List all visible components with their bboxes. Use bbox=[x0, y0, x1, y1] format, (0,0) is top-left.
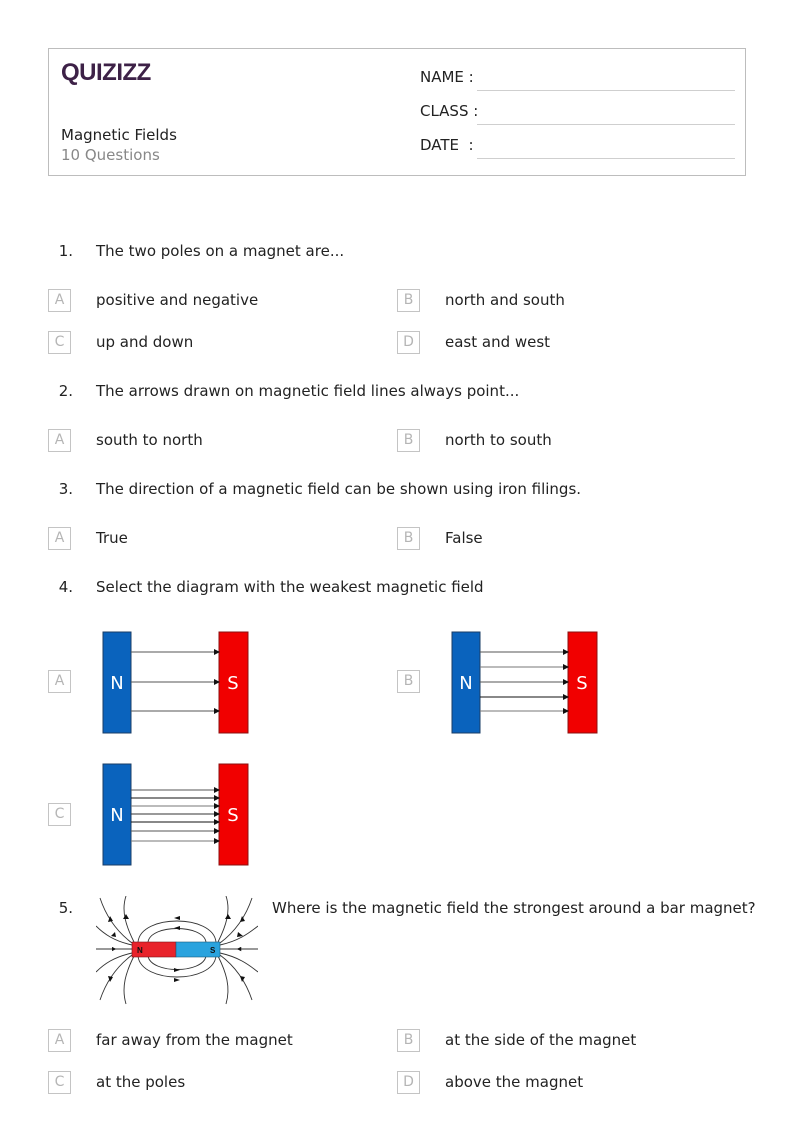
south-label: S bbox=[227, 805, 239, 826]
question-text: Select the diagram with the weakest magnetic field bbox=[96, 578, 484, 596]
option-letter-box[interactable]: D bbox=[397, 1071, 420, 1094]
option-letter-box[interactable]: B bbox=[397, 429, 420, 452]
option-letter-box[interactable]: C bbox=[48, 803, 71, 826]
date-label: DATE : bbox=[420, 136, 474, 154]
south-label: S bbox=[227, 673, 239, 694]
date-field[interactable] bbox=[420, 136, 735, 160]
north-label: N bbox=[110, 805, 124, 826]
question-number: 2. bbox=[58, 382, 73, 400]
option-text[interactable]: above the magnet bbox=[445, 1073, 584, 1091]
class-field[interactable] bbox=[420, 102, 735, 126]
question-text: The direction of a magnetic field can be shown using iron filings. bbox=[96, 480, 582, 498]
question-text: The two poles on a magnet are... bbox=[96, 242, 345, 260]
question-number: 5. bbox=[58, 899, 73, 917]
south-label: S bbox=[210, 946, 216, 955]
question-text: Where is the magnetic field the strongest around a bar magnet? bbox=[272, 899, 756, 917]
north-label: N bbox=[137, 946, 143, 955]
question-number: 4. bbox=[58, 578, 73, 596]
name-line[interactable] bbox=[477, 90, 735, 91]
bar-magnets-5-field-lines-image[interactable] bbox=[451, 631, 601, 735]
option-letter-box[interactable]: C bbox=[48, 1071, 71, 1094]
option-letter-box[interactable]: B bbox=[397, 670, 420, 693]
question-text: The arrows drawn on magnetic field lines always point... bbox=[96, 382, 520, 400]
option-text[interactable]: False bbox=[445, 529, 483, 547]
name-label: NAME : bbox=[420, 68, 474, 86]
option-text[interactable]: True bbox=[96, 529, 128, 547]
quizizz-logo: QUIZIZZ bbox=[61, 59, 151, 86]
option-letter-box[interactable]: A bbox=[48, 1029, 71, 1052]
question-number: 1. bbox=[58, 242, 73, 260]
option-text[interactable]: south to north bbox=[96, 431, 203, 449]
worksheet-header bbox=[48, 48, 746, 176]
option-letter-box[interactable]: B bbox=[397, 527, 420, 550]
option-text[interactable]: east and west bbox=[445, 333, 551, 351]
option-text[interactable]: positive and negative bbox=[96, 291, 259, 309]
class-label: CLASS : bbox=[420, 102, 479, 120]
option-text[interactable]: north and south bbox=[445, 291, 565, 309]
question-number: 3. bbox=[58, 480, 73, 498]
option-letter-box[interactable]: B bbox=[397, 289, 420, 312]
option-text[interactable]: far away from the magnet bbox=[96, 1031, 293, 1049]
bar-magnets-3-field-lines-image[interactable] bbox=[101, 631, 251, 735]
option-letter-box[interactable]: A bbox=[48, 429, 71, 452]
option-text[interactable]: at the side of the magnet bbox=[445, 1031, 637, 1049]
bar-magnet-field-lines-image bbox=[96, 896, 258, 1006]
option-letter-box[interactable]: C bbox=[48, 331, 71, 354]
quiz-title: Magnetic Fields bbox=[61, 126, 177, 144]
option-letter-box[interactable]: A bbox=[48, 670, 71, 693]
question-count: 10 Questions bbox=[61, 146, 160, 164]
option-letter-box[interactable]: A bbox=[48, 289, 71, 312]
north-label: N bbox=[110, 673, 124, 694]
option-letter-box[interactable]: B bbox=[397, 1029, 420, 1052]
south-label: S bbox=[576, 673, 588, 694]
option-letter-box[interactable]: D bbox=[397, 331, 420, 354]
name-field[interactable] bbox=[420, 68, 735, 92]
north-label: N bbox=[459, 673, 473, 694]
date-line[interactable] bbox=[477, 158, 735, 159]
option-text[interactable]: up and down bbox=[96, 333, 194, 351]
bar-magnets-7-field-lines-image[interactable] bbox=[101, 763, 251, 867]
class-line[interactable] bbox=[477, 124, 735, 125]
option-text[interactable]: at the poles bbox=[96, 1073, 186, 1091]
option-text[interactable]: north to south bbox=[445, 431, 552, 449]
option-letter-box[interactable]: A bbox=[48, 527, 71, 550]
